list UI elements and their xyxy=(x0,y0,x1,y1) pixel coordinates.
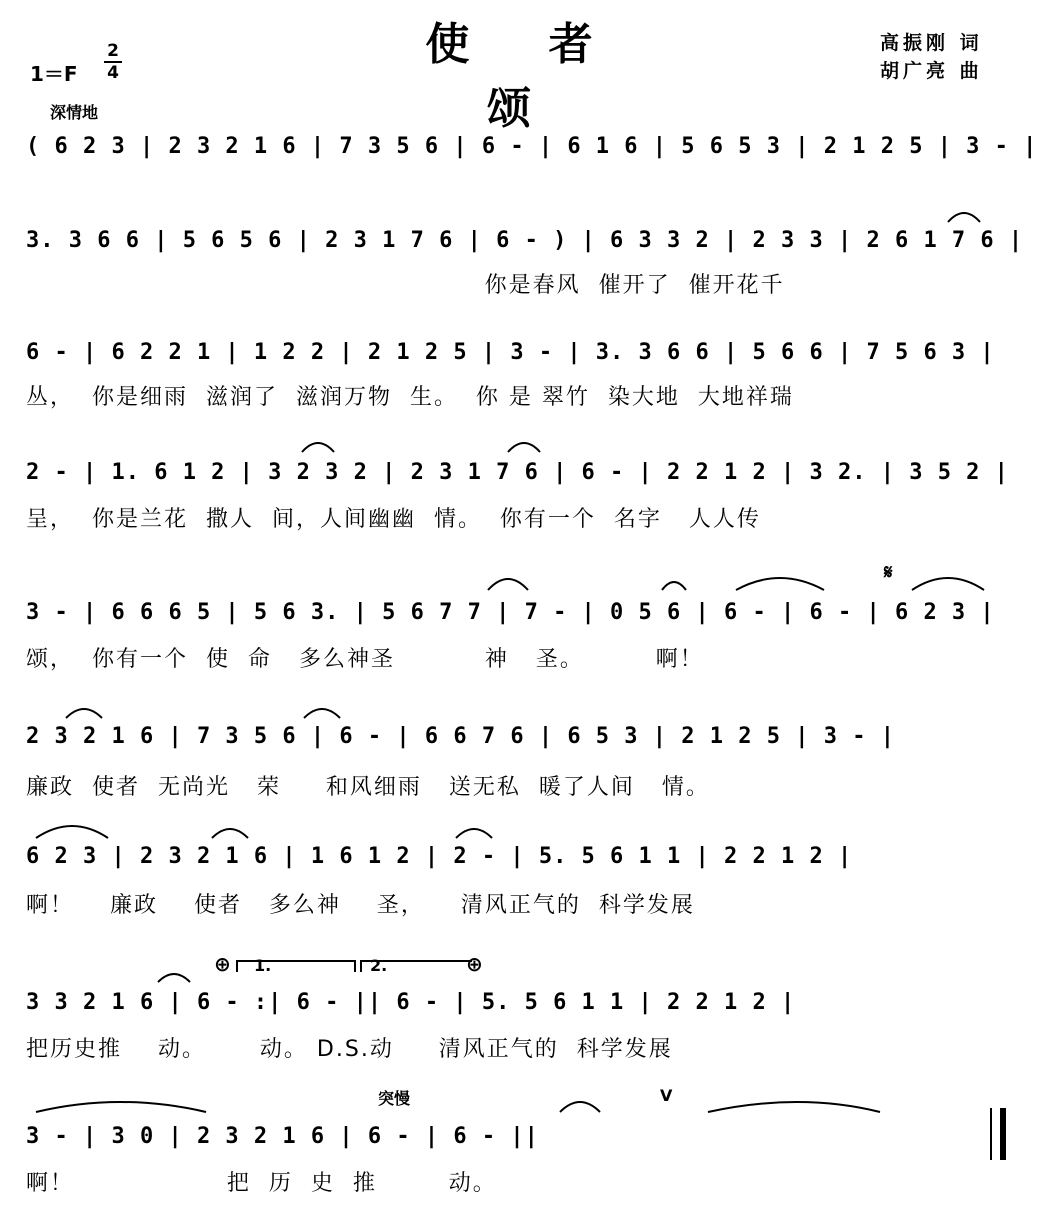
volta-2-label: 2. xyxy=(370,956,388,975)
breath-mark: V xyxy=(660,1086,673,1105)
slow-down-marking: 突慢 xyxy=(378,1089,411,1108)
lyricist-credit: 高振刚 词 xyxy=(880,32,983,54)
notation-line-1: ( 6 2 3 | 2 3 2 1 6 | 7 3 5 6 | 6 - | 6 1 6 | 5 6 5 3 | 2 1 2 5 | 3 - | xyxy=(26,134,1038,159)
notation-line-3: 6 - | 6 2 2 1 | 1 2 2 | 2 1 2 5 | 3 - | 3. 3 6 6 | 5 6 6 | 7 5 6 3 | xyxy=(26,340,995,365)
composer-credit: 胡广亮 曲 xyxy=(880,60,983,82)
notation-line-4: 2 - | 1. 6 1 2 | 3 2 3 2 | 2 3 1 7 6 | 6 - | 2 2 1 2 | 3 2. | 3 5 2 | xyxy=(26,460,1009,485)
slur-arc xyxy=(948,213,980,222)
slur-arc xyxy=(158,974,190,982)
time-signature-bottom: 4 xyxy=(107,63,119,83)
tempo-marking: 深情地 xyxy=(50,103,99,122)
coda-sign-2: ⊕ xyxy=(466,952,483,976)
slur-arc xyxy=(662,582,686,590)
slur-arc xyxy=(66,709,102,718)
lyrics-line-8: 把历史推 动。 动。 D.S.动 清风正气的 科学发展 xyxy=(26,1037,673,1062)
notation-line-8: 3 3 2 1 6 | 6 - :| 6 - || 6 - | 5. 5 6 1 1 | 2 2 1 2 | xyxy=(26,990,796,1015)
slur-arc xyxy=(912,578,984,590)
slur-arc xyxy=(736,578,824,590)
lyrics-line-3: 丛， 你是细雨 滋润了 滋润万物 生。 你 是 翠竹 染大地 大地祥瑞 xyxy=(26,385,794,410)
slur-arc xyxy=(708,1102,880,1112)
key-signature: 1＝F xyxy=(30,62,78,86)
lyrics-line-7: 啊！ 廉政 使者 多么神 圣， 清风正气的 科学发展 xyxy=(26,893,695,918)
notation-line-7: 6 2 3 | 2 3 2 1 6 | 1 6 1 2 | 2 - | 5. 5 6 1 1 | 2 2 1 2 | xyxy=(26,844,853,869)
lyrics-line-9: 啊！ 把 历 史 推 动。 xyxy=(26,1171,497,1196)
lyrics-line-4: 呈， 你是兰花 撒人 间，人间幽幽 情。 你有一个 名字 人人传 xyxy=(26,507,761,532)
notation-line-6: 2 3 2 1 6 | 7 3 5 6 | 6 - | 6 6 7 6 | 6 5 3 | 2 1 2 5 | 3 - | xyxy=(26,724,895,749)
slur-arc xyxy=(304,709,340,718)
lyrics-line-6: 廉政 使者 无尚光 荣 和风细雨 送无私 暖了人间 情。 xyxy=(26,775,710,800)
volta-1-label: 1. xyxy=(254,956,272,975)
notation-line-2: 3. 3 6 6 | 5 6 5 6 | 2 3 1 7 6 | 6 - ) | 6 3 3 2 | 2 3 3 | 2 6 1 7 6 | xyxy=(26,228,1024,253)
slur-arc xyxy=(508,443,540,452)
slur-arc xyxy=(488,579,528,590)
slur-arc xyxy=(456,829,492,838)
slur-arc xyxy=(302,443,334,452)
notation-line-5: 3 - | 6 6 6 5 | 5 6 3. | 5 6 7 7 | 7 - | 0 5 6 | 6 - | 6 - | 6 2 3 | xyxy=(26,600,995,625)
segno-sign: 𝄋 xyxy=(884,560,893,584)
slur-arc xyxy=(212,829,248,838)
time-signature-top: 2 xyxy=(107,41,119,61)
slur-arc xyxy=(36,826,108,838)
lyrics-line-2: 你是春风 催开了 催开花千 xyxy=(26,273,785,298)
notation-line-9: 3 - | 3 0 | 2 3 2 1 6 | 6 - | 6 - || xyxy=(26,1124,539,1149)
song-title: 使 者 颂 xyxy=(425,19,625,134)
slur-arc xyxy=(36,1102,206,1112)
coda-sign-1: ⊕ xyxy=(214,952,231,976)
slur-arc xyxy=(560,1102,600,1112)
lyrics-line-5: 颂， 你有一个 使 命 多么神圣 神 圣。 啊！ xyxy=(26,647,704,672)
